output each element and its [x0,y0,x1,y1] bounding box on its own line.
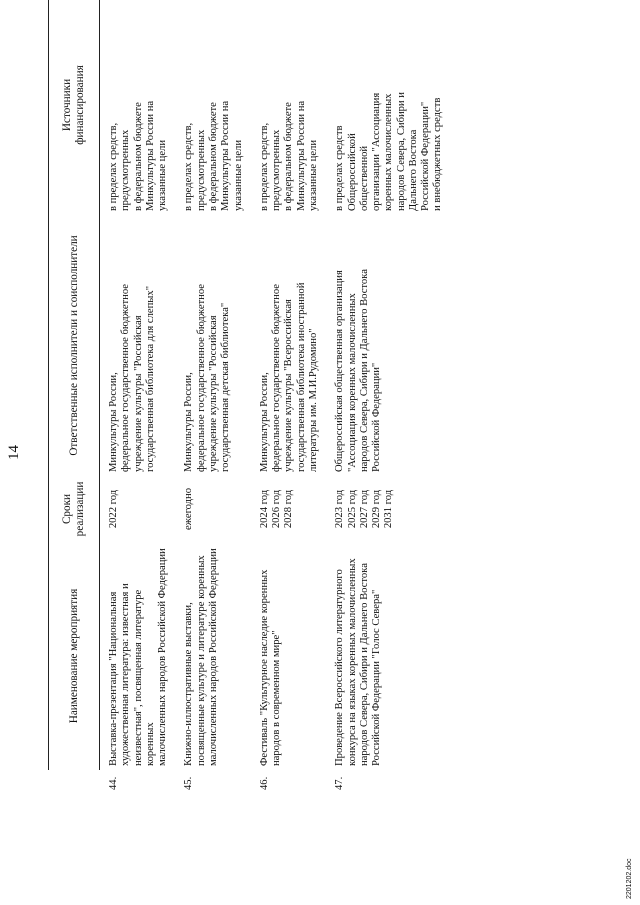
responsible-executors-line: Минкультуры России, [183,372,195,472]
funding-sources-line: Российской Федерации" [420,101,432,211]
measures-table [48,0,455,790]
responsible-executors-line: федеральное государственное бюджетное [120,284,132,472]
implementation-term-line: 2023 год [334,489,346,529]
funding-sources-line: указанные цели [157,139,169,211]
responsible-executors-cell [255,215,330,476]
funding-sources-line: указанные цели [232,139,244,211]
measure-name-cell [330,542,455,770]
measure-name-line: неизвестная", посвященная литературе коренных [132,589,156,766]
funding-sources-line: предусмотренных [120,129,132,211]
funding-sources-cell [100,0,180,215]
funding-sources-line: в пределах средств, [258,122,270,211]
responsible-executors-line: "Ассоциация коренных малочисленных [346,293,358,472]
responsible-executors-line: Российской Федерации" [371,362,383,472]
measure-name-line: Российской Федерации "Голос Севера" [371,589,383,766]
row-number: 46. [258,776,270,790]
funding-sources-line: Общероссийской [346,133,358,211]
funding-sources-line: в федеральном бюджете [207,102,219,211]
responsible-executors-line: Минкультуры России, [258,372,270,472]
measure-name-cell [255,542,330,770]
measure-name-line: Выставка-презентация "Национальная [108,591,119,766]
table-row [100,0,180,790]
responsible-executors-line: учреждение культуры "Российская [207,315,219,472]
funding-sources-line: Минкультуры России на [295,100,307,211]
measure-name-line: Фестиваль "Культурное наследие коренных [258,569,270,766]
header-term [49,476,100,542]
implementation-term-line: 2029 год [371,489,383,529]
responsible-executors-line: литературы им. М.И.Рудомино" [307,328,319,472]
header-funding-line: финансирования [74,65,86,145]
implementation-term-line: 2024 год [258,489,270,529]
implementation-term-cell [100,476,180,542]
implementation-term-line: ежегодно [183,488,195,531]
header-name: Наименование мероприятия [49,542,100,770]
responsible-executors-line: государственная детская библиотека" [220,302,232,472]
funding-sources-line: в пределах средств, [108,122,119,211]
measure-name-line: малочисленных народов Российской Федерации [157,548,169,766]
header-responsible: Ответственные исполнители и соисполнители [49,215,100,476]
implementation-term-line: 2025 год [346,489,358,529]
implementation-term-cell [330,476,455,542]
funding-sources-line: предусмотренных [271,129,283,211]
funding-sources-cell [179,0,254,215]
implementation-term-line: 2028 год [283,489,295,529]
header-number [49,770,100,790]
header-funding [49,0,100,215]
measure-name-line: народов Севера, Сибири и Дальнего Востока [358,563,370,766]
funding-sources-line: в федеральном бюджете [283,102,295,211]
document-id: 2201202.doc [626,858,633,899]
responsible-executors-line: государственная библиотека иностранной [295,282,307,472]
responsible-executors-line: учреждение культуры "Российская [132,315,144,472]
funding-sources-line: Минкультуры России на [220,100,232,211]
funding-sources-cell [255,0,330,215]
implementation-term-line: 2022 год [108,489,119,529]
funding-sources-line: предусмотренных [195,129,207,211]
funding-sources-line: в пределах средств [334,125,346,211]
measure-name-cell [100,542,180,770]
funding-sources-line: коренных малочисленных [383,93,395,211]
responsible-executors-line: Минкультуры России, [108,372,119,472]
implementation-term-line: 2027 год [358,489,370,529]
responsible-executors-line: федеральное государственное бюджетное [195,284,207,472]
measure-name-line: художественная литература: известная и [120,583,132,766]
table-row [330,0,455,790]
implementation-term-cell [255,476,330,542]
funding-sources-cell [330,0,455,215]
funding-sources-line: Дальнего Востока [407,129,419,211]
funding-sources-line: и внебюджетных средств [432,97,444,211]
responsible-executors-line: народов Севера, Сибири и Дальнего Востока [358,269,370,472]
table-row [255,0,330,790]
funding-sources-line: в федеральном бюджете [132,102,144,211]
responsible-executors-cell [179,215,254,476]
measure-name-line: Проведение Всероссийского литературного [334,569,346,766]
measure-name-line: народов в современном мире" [271,630,283,766]
funding-sources-line: Минкультуры России на [144,100,156,211]
row-number: 47. [334,776,346,790]
funding-sources-line: в пределах средств, [183,122,195,211]
implementation-term-line: 2031 год [383,489,395,529]
measure-name-line: конкурса на языках коренных малочисленных [346,558,358,766]
responsible-executors-cell [100,215,180,476]
header-term-line: реализации [74,481,86,537]
measure-name-line: посвященные культуре и литературе коренных [195,555,207,766]
responsible-executors-line: государственная библиотека для слепых" [144,285,156,472]
table-body [100,0,455,790]
implementation-term-line: 2026 год [271,489,283,529]
row-number: 45. [183,776,195,790]
funding-sources-line: указанные цели [307,139,319,211]
page-number: 14 [6,445,22,460]
responsible-executors-line: федеральное государственное бюджетное [271,284,283,472]
funding-sources-line: общественной [358,145,370,211]
funding-sources-line: организации "Ассоциация [371,92,383,211]
responsible-executors-line: Общероссийская общественная организация [334,270,346,472]
table-header-row [49,0,100,790]
implementation-term-cell [179,476,254,542]
measure-name-line: Книжно-иллюстративные выставки, [183,602,195,766]
row-number: 44. [107,776,119,790]
measure-name-line: малочисленных народов Российской Федерации [207,548,219,766]
header-term-line: Сроки [61,493,74,525]
measure-name-cell [179,542,254,770]
responsible-executors-cell [330,215,455,476]
responsible-executors-line: учреждение культуры "Всероссийская [283,299,295,472]
funding-sources-line: народов Севера, Сибири и [395,92,407,211]
header-funding-line: Источники [61,78,74,132]
table-row [179,0,254,790]
